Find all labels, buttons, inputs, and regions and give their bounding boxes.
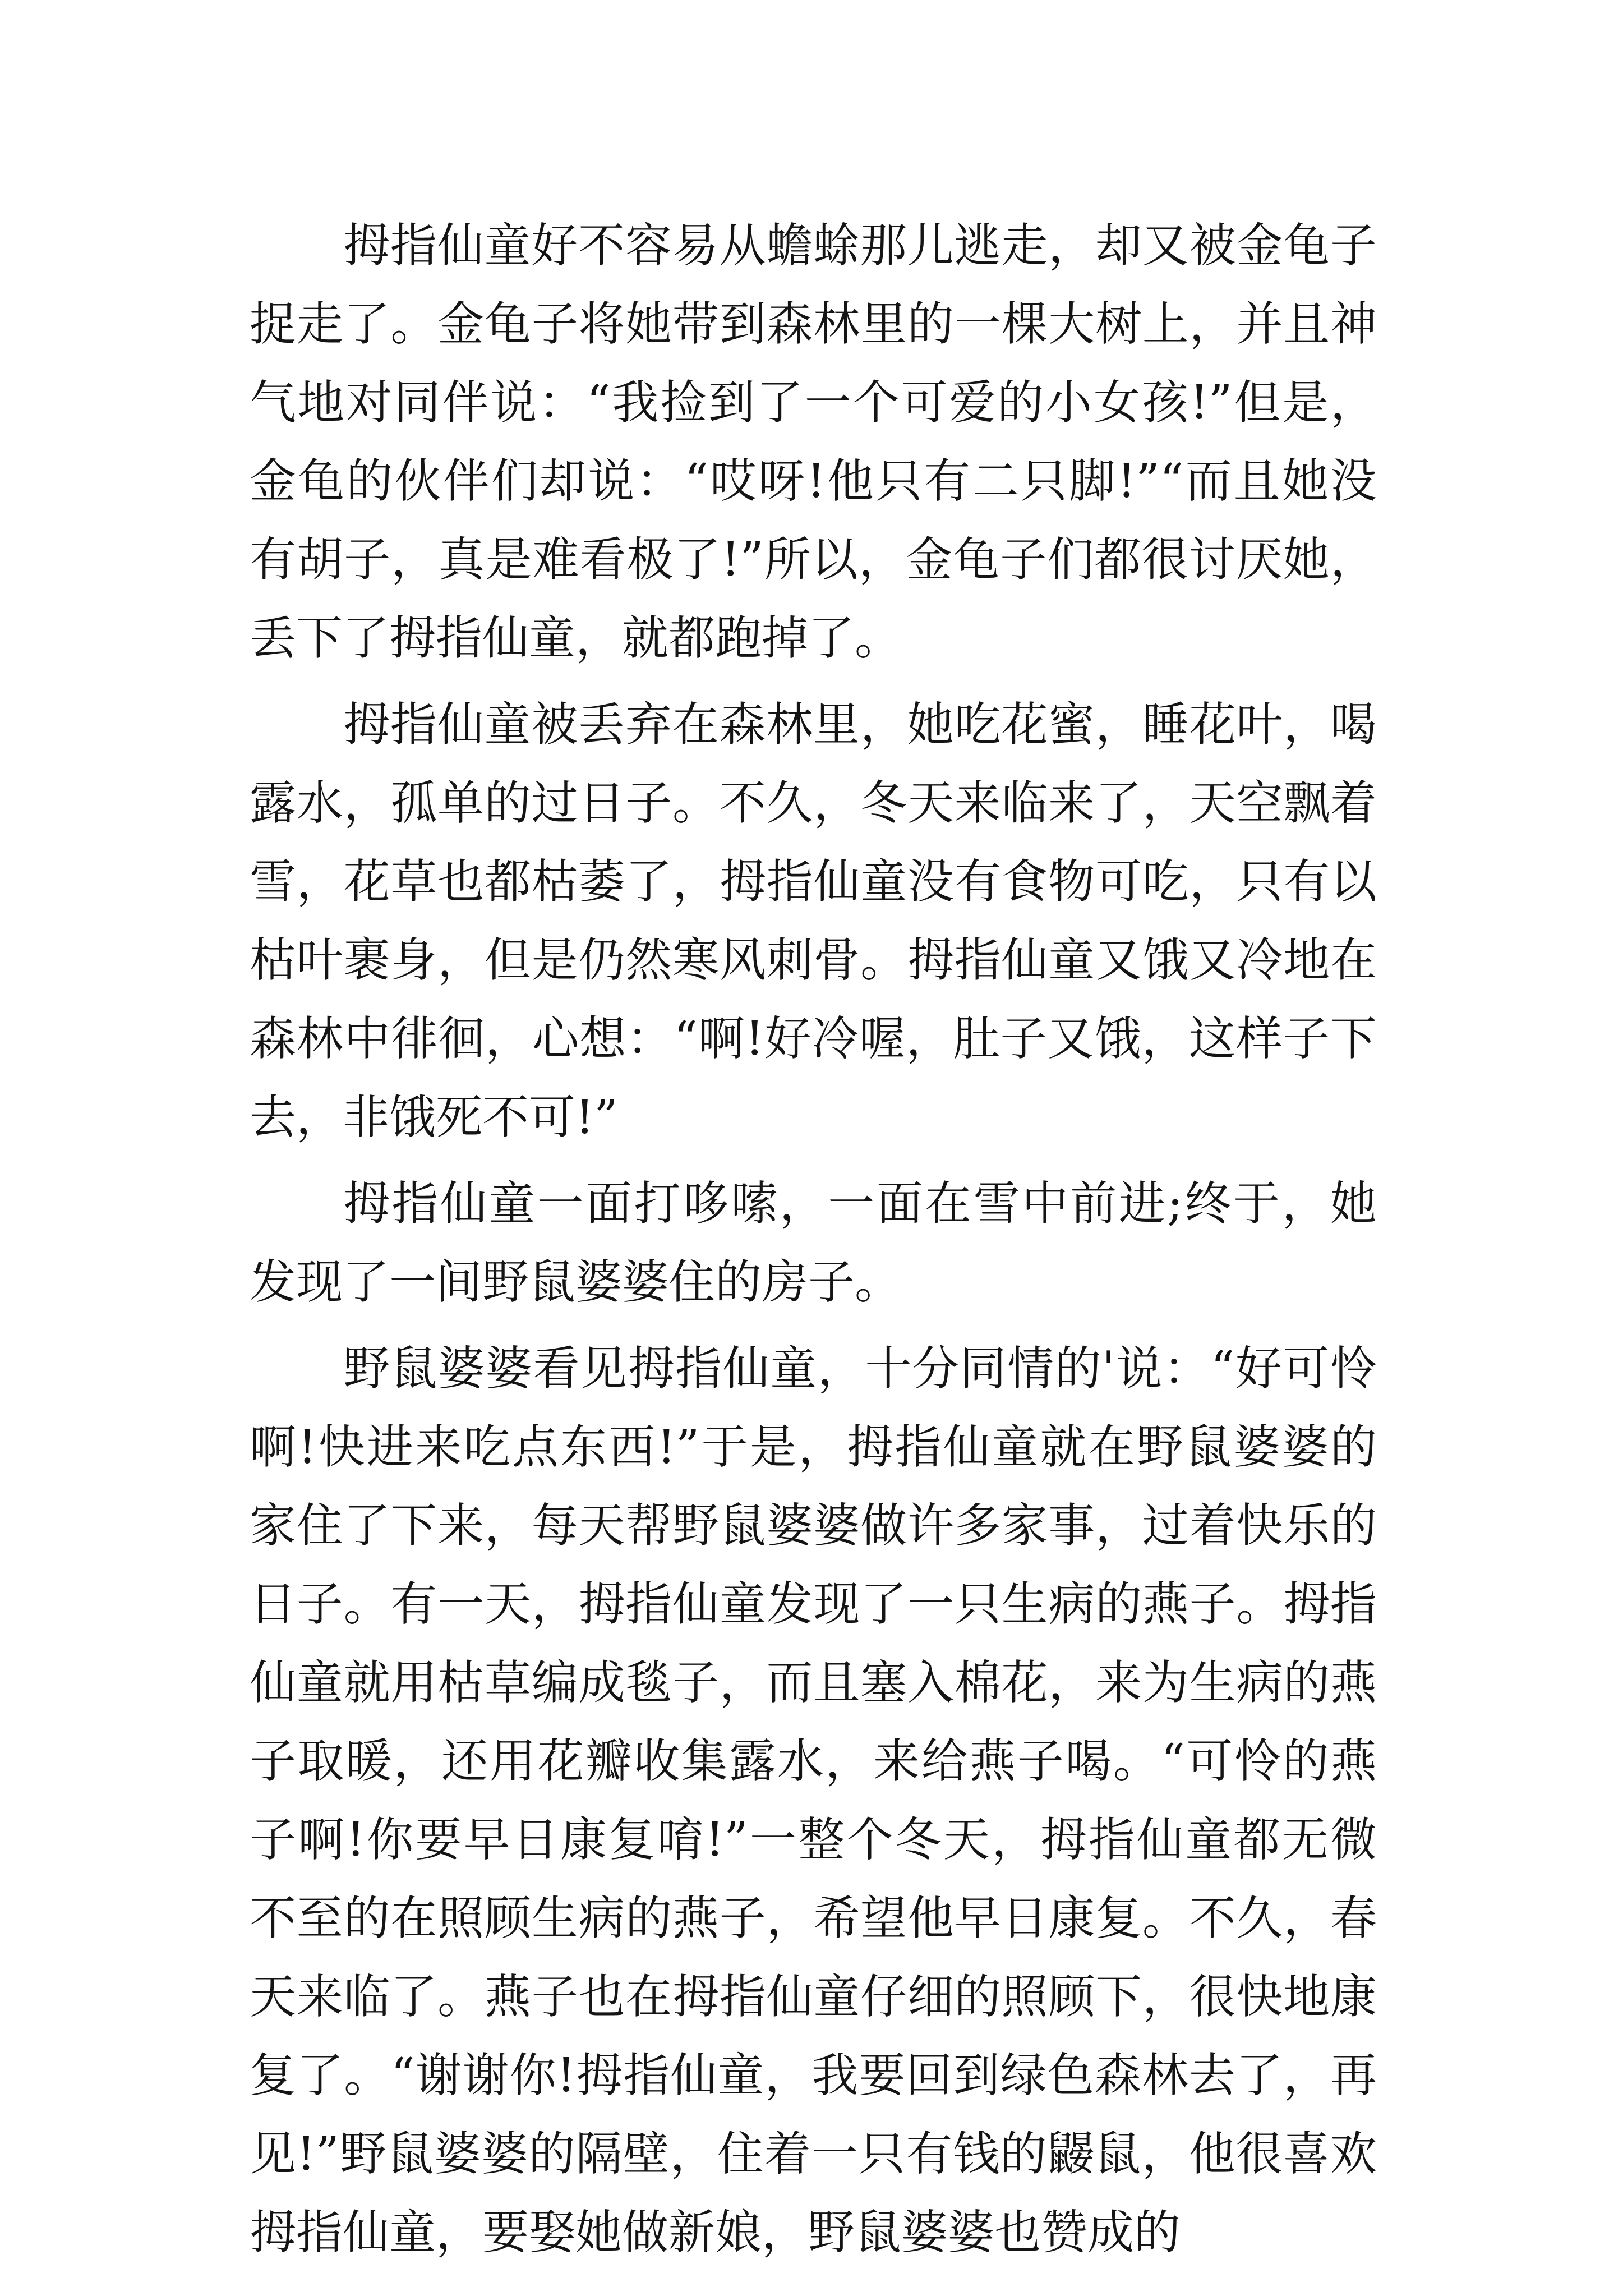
paragraph-1: 拇指仙童好不容易从蟾蜍那儿逃走，却又被金龟子捉走了。金龟子将她带到森林里的一棵大树上，并且神气地对同伴说：“我捡到了一个可爱的小女孩!”但是，金龟的伙伴们却说：“哎呀!他只有二只脚!”“而且她没有胡子，真是难看极了!”所以，金龟子们都很讨厌她，丢下了拇指仙童，就都跑掉了。 xyxy=(250,218,1377,665)
paragraph-2: 拇指仙童被丢弃在森林里，她吃花蜜，睡花叶，喝露水，孤单的过日子。不久，冬天来临来了，天空飘着雪，花草也都枯萎了，拇指仙童没有食物可吃，只有以枯叶裹身，但是仍然寒风刺骨。拇指仙童又饿又冷地在森林中徘徊，心想：“啊!好冷喔，肚子又饿，这样子下去，非饿死不可!” xyxy=(250,697,1377,1144)
body-text xyxy=(250,206,1377,2280)
paragraph-4: 野鼠婆婆看见拇指仙童，十分同情的'说：“好可怜啊!快进来吃点东西!”于是，拇指仙童就在野鼠婆婆的家住了下来，每天帮野鼠婆婆做许多家事，过着快乐的日子。有一天，拇指仙童发现了一只生病的燕子。拇指仙童就用枯草编成毯子，而且塞入棉花，来为生病的燕子取暖，还用花瓣收集露水，来给燕子喝。“可怜的燕子啊!你要早日康复唷!”一整个冬天，拇指仙童都无微不至的在照顾生病的燕子，希望他早日康复。不久，春天来临了。燕子也在拇指仙童仔细的照顾下，很快地康复了。“谢谢你!拇指仙童，我要回到绿色森林去了，再见!”野鼠婆婆的隔壁，住着一只有钱的鼹鼠，他很喜欢拇指仙童，要娶她做新娘，野鼠婆婆也赞成的 xyxy=(250,1341,1377,2260)
paragraph-3: 拇指仙童一面打哆嗦，一面在雪中前进;终于，她发现了一间野鼠婆婆住的房子。 xyxy=(250,1176,1377,1309)
